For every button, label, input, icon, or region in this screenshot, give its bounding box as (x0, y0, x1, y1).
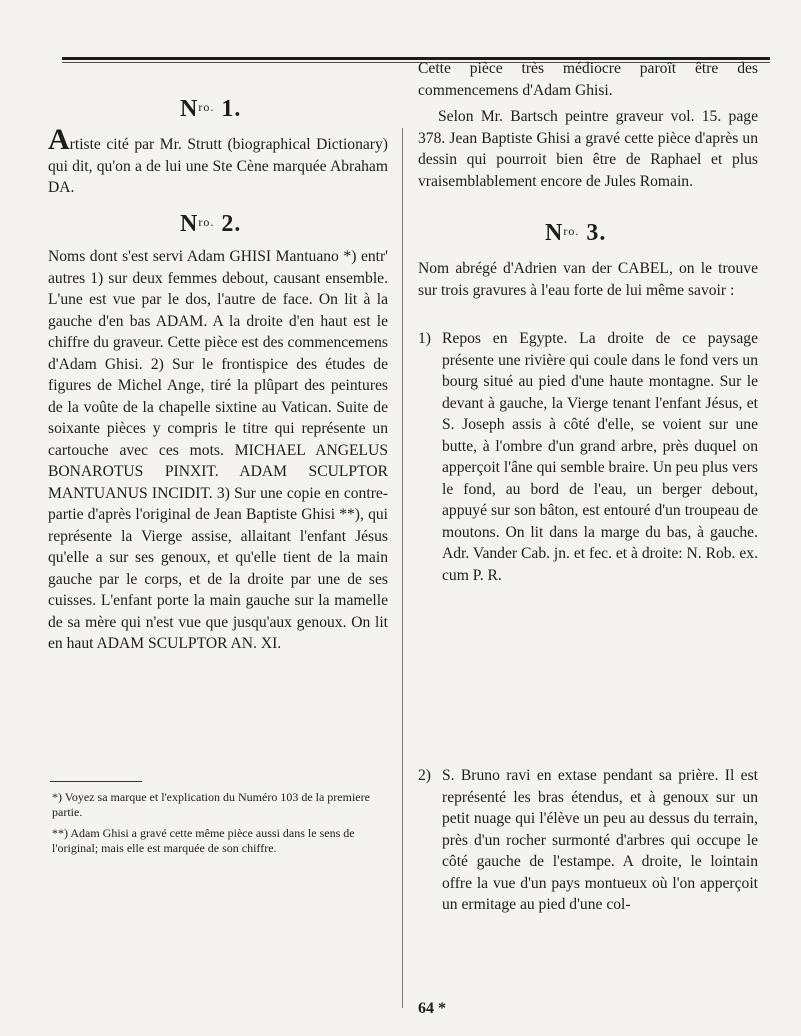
page-signature: 64 * (418, 1000, 446, 1017)
entry-3-item-1 (418, 328, 758, 586)
entry-3-item-2 (418, 765, 758, 916)
entry-heading-3: $N^{ro.}$ 3. (545, 220, 607, 246)
entry-heading-2: $N^{ro.}$ 2. (180, 211, 242, 237)
footnote-1: *) Voyez sa marque et l'explication du Numéro 103 de la premiere partie. (52, 790, 370, 819)
item-number: 2) (418, 767, 431, 784)
entry-1-paragraph: Artiste cité par Mr. Strutt (biographical Dictionary) qui dit, qu'on a de lui une Ste Cène marquée Abraham DA. (48, 123, 388, 196)
column-divider (402, 128, 403, 1008)
entry-2-continuation: Cette pièce très médiocre paroît être des commencemens d'Adam Ghisi. (418, 60, 758, 99)
entry-2-paragraph: Noms dont s'est servi Adam GHISI Mantuano *) entr' autres 1) sur deux femmes debout, causant ensemble. L'une est vue par le dos, l'autre de face. On lit à la gauche d'en bas ADAM. A la droite d'en haut est le chiffre du graveur. Cette pièce est des commencemens d'Adam Ghisi. 2) Sur le frontispice des études de figures de Michel Ange, tiré la plûpart des peintures de la voûte de la chapelle sixtine au Vatican. Suite de soixante pièces y compris le titre qui représente un cartouche avec ces mots. MICHAEL ANGELUS BONAROTUS PINXIT. ADAM SCULPTOR MANTUANUS INCIDIT. 3) Sur une copie en contre-partie d'après l'original de Jean Baptiste Ghisi **), qui représente la Vierge assise, allaitant l'enfant Jésus qu'elle a sur ses genoux, et qu'elle tient de la main gauche par le corps, et de la droite par une de ses cuisses. L'enfant porte la main gauche sur la mamelle de sa mère qui n'est vue que jusqu'aux genoux. On lit en haut ADAM SCULPTOR AN. XI. (48, 248, 388, 652)
bartsch-note-paragraph: Selon Mr. Bartsch peintre graveur vol. 15. page 378. Jean Baptiste Ghisi a gravé cette pièce d'après un dessin qui pourroit bien être de Raphael et plus vraisemblablement encore de Jules Romain. (418, 108, 758, 190)
item-2-text: S. Bruno ravi en extase pendant sa prière. Il est représenté les bras étendus, et à genoux sur un petit nuage qui l'élève un peu au dessus du terrain, près d'un rocher surmonté d'arbres qui occupe le côté gauche de l'estampe. A droite, le lointain offre la vue d'un pays montueux où l'on apperçoit un ermitage au pied d'une col- (442, 767, 758, 913)
item-1-text: Repos en Egypte. La droite de ce paysage présente une rivière qui coule dans le fond vers un bourg situé au pied d'une haute montagne. Sur le devant à gauche, la Vierge tenant l'enfant Jésus, et S. Joseph assis à côté d'elle, se voient sur une butte, à l'ombre d'un grand arbre, près duquel on apperçoit l'âne qui semble braire. Un peu plus vers le fond, au bord de l'eau, un berger debout, appuyé sur son bâton, est entouré d'un troupeau de moutons. On lit dans la marge du bas, à gauche. Adr. Vander Cab. jn. et fec. et à droite: N. Rob. ex. cum P. R. (442, 330, 758, 584)
item-number: 1) (418, 330, 431, 347)
footnote-2: **) Adam Ghisi a gravé cette même pièce aussi dans le sens de l'original; mais elle est marquée de son chiffre. (52, 826, 355, 855)
entry-heading-1: $N^{ro.}$ 1. (180, 96, 242, 122)
entry-3-paragraph: Nom abrégé d'Adrien van der CABEL, on le trouve sur trois gravures à l'eau forte de lui même savoir : (418, 260, 758, 299)
drop-cap: A (48, 123, 70, 156)
footnote-rule (50, 781, 142, 782)
